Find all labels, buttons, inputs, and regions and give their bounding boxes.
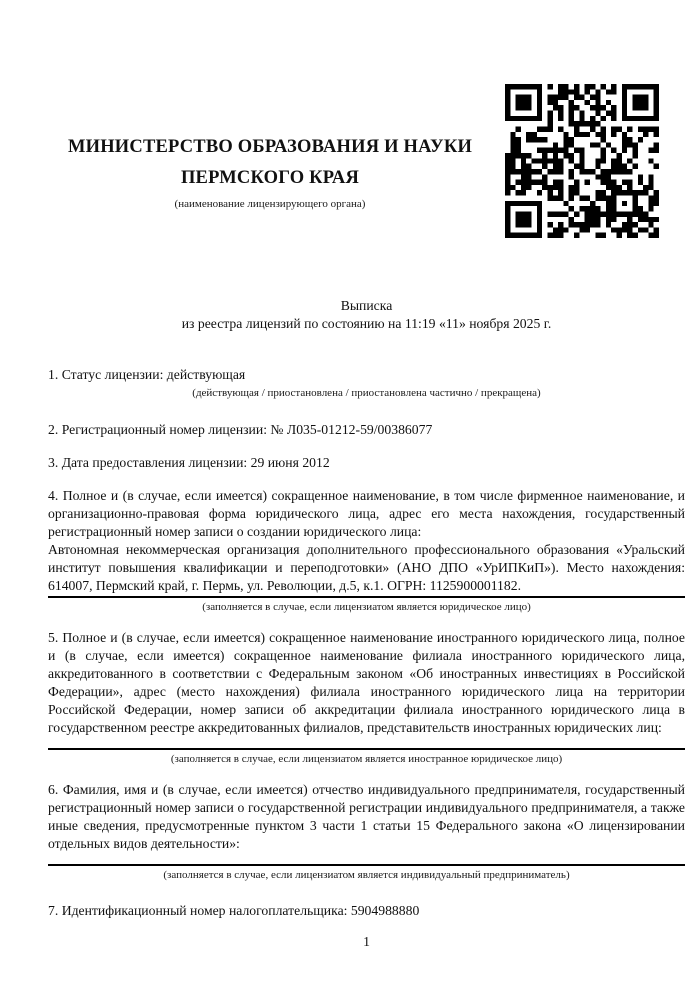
page-number: 1 — [363, 934, 370, 949]
issuer-name-block — [50, 132, 490, 211]
item-4-caption: (заполняется в случае, если лицензиатом является юридическое лицо) — [202, 601, 531, 613]
item-6-empty-value-line — [48, 853, 685, 866]
item-1-caption: (действующая / приостановлена / приостановлена частично / прекращена) — [192, 387, 541, 399]
issuer-name-line2: ПЕРМСКОГО КРАЯ — [180, 168, 360, 188]
item-5-empty-value-line — [48, 737, 685, 750]
item-5-foreign-entity-label: 5. Полное и (в случае, если имеется) сокращенное наименование иностранного юридического лица, полное и (в случае, если имеется) сокращенное наименование филиала иностранного юридического лица, аккредитованного в соответствии с Федеральным законом «Об иностранных инвестициях в Российской Федерации», адрес (место нахождения) филиала иностранного юридического лица на территории Российской Федерации, номер записи об аккредитации филиала иностранного юридического лица в государственном реестре аккредитованных филиалов, представительств иностранных юридических лиц: — [48, 630, 685, 735]
item-4-label: 4. Полное и (в случае, если имеется) сокращенное наименование, в том числе фирменное наименование, и организационно-правовая форма юридического лица, адрес его места нахождения, государственный регистрационный номер записи о создании юридического лица: — [48, 488, 685, 539]
item-1-license-status: 1. Статус лицензии: действующая — [48, 367, 246, 382]
document-title-line1: Выписка — [340, 298, 393, 313]
item-4-value: Автономная некоммерческая организация дополнительного профессионального образования «Уральский институт повышения квалификации и переподготовки» (АНО ДПО «УрИПКиП»). Место нахождения: 614007, Пермский край, г. Пермь, ул. Революции, д.5, к.1. ОГРН: 1125900001182. — [48, 542, 685, 593]
document-title-line2: из реестра лицензий по состоянию на 11:19 «11» ноября 2025 г. — [181, 316, 552, 331]
item-7-taxpayer-number: 7. Идентификационный номер налогоплательщика: 5904988880 — [48, 903, 420, 918]
document-title — [48, 297, 685, 333]
item-3-grant-date: 3. Дата предоставления лицензии: 29 июня 2012 — [48, 455, 330, 470]
document-body — [48, 297, 685, 951]
item-6-caption: (заполняется в случае, если лицензиатом является индивидуальный предприниматель) — [163, 869, 570, 881]
item-5-caption: (заполняется в случае, если лицензиатом является иностранное юридическое лицо) — [170, 753, 563, 765]
qr-code-icon — [505, 84, 659, 238]
issuer-name-line1: МИНИСТЕРСТВО ОБРАЗОВАНИЯ И НАУКИ — [67, 137, 473, 157]
item-6-entrepreneur-label: 6. Фамилия, имя и (в случае, если имеется) отчество индивидуального предпринимателя, государственный регистрационный номер записи о государственной регистрации индивидуального предпринимателя, а также иные сведения, предусмотренные пунктом 3 части 1 статьи 15 Федерального закона «О лицензировании отдельных видов деятельности»: — [48, 782, 685, 851]
item-4-legal-entity-block — [48, 487, 685, 598]
item-2-registration-number: 2. Регистрационный номер лицензии: № Л035-01212-59/00386077 — [48, 422, 433, 437]
issuer-caption: (наименование лицензирующего органа) — [174, 198, 366, 210]
